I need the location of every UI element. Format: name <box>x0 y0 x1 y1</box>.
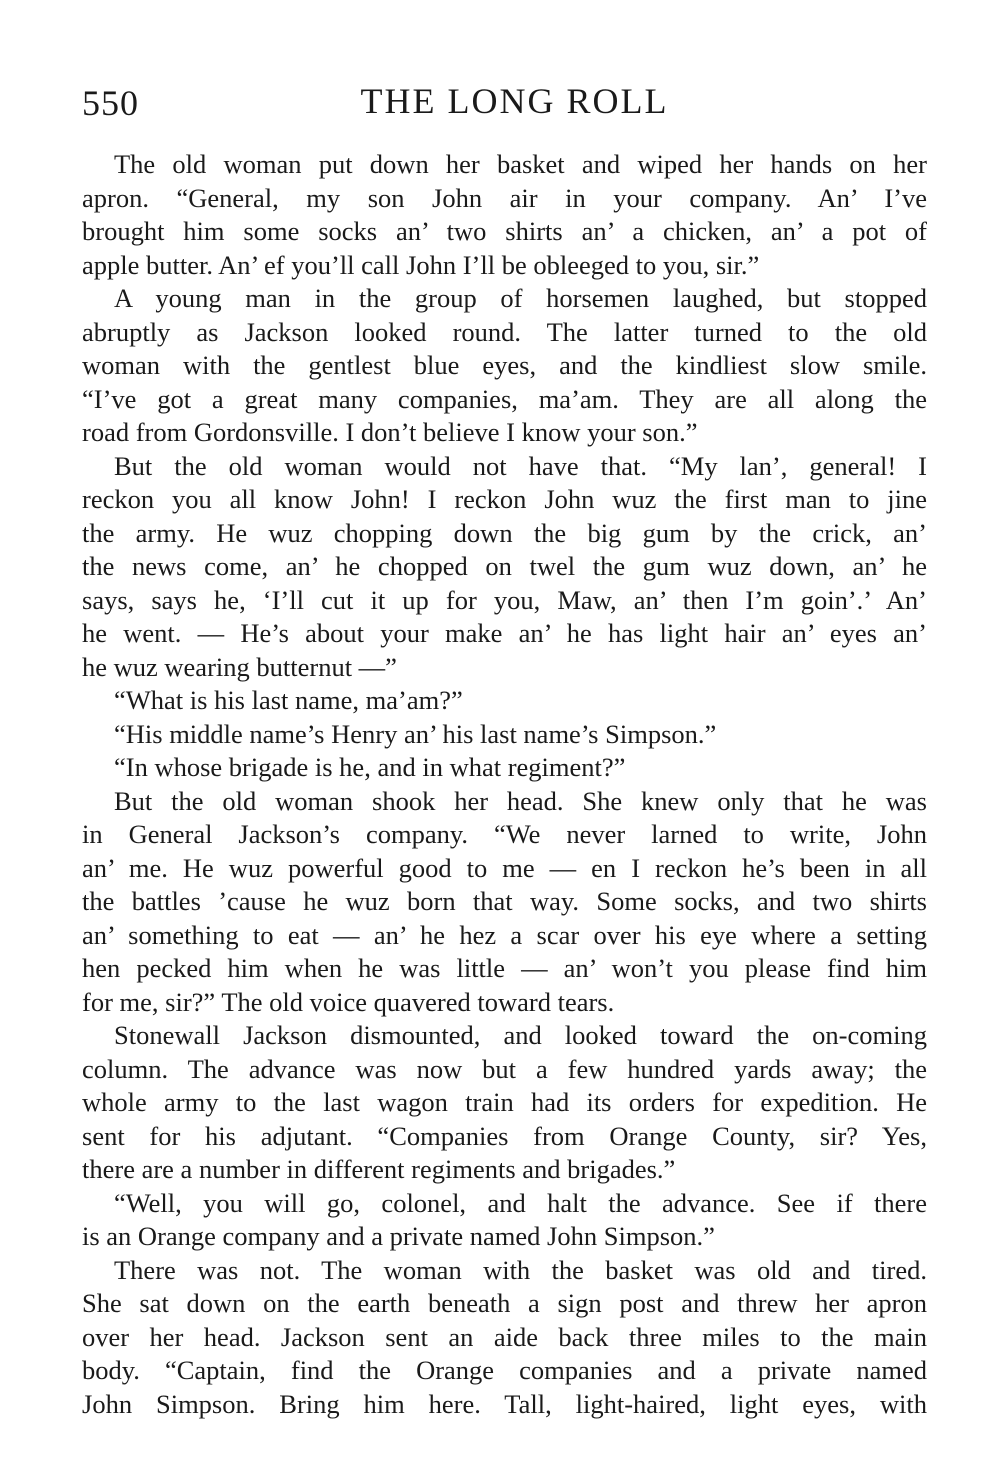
text-line: But the old woman would not have that. “My lan’, general! I <box>114 450 927 481</box>
text-line: There was not. The woman with the basket was old and tired. <box>114 1254 927 1285</box>
running-title: THE LONG ROLL <box>360 81 669 121</box>
body-text <box>82 148 927 1421</box>
text-line: an’ me. He wuz powerful good to me — en I reckon he’s been in all <box>82 852 927 883</box>
text-line: for me, sir?” The old voice quavered toward tears. <box>82 986 615 1017</box>
text-line: he went. — He’s about your make an’ he has light hair an’ eyes an’ <box>82 618 927 648</box>
text-line: brought him some socks an’ two shirts an’ a chicken, an’ a pot of <box>82 216 927 246</box>
text-line: an’ something to eat — an’ he hez a scar over his eye where a setting <box>82 919 927 950</box>
page-header <box>82 80 927 130</box>
text-line: the army. He wuz chopping down the big gum by the crick, an’ <box>82 517 927 548</box>
text-line: She sat down on the earth beneath a sign post and threw her apron <box>82 1288 927 1318</box>
text-line: the news come, an’ he chopped on twel the gum wuz down, an’ he <box>82 551 927 581</box>
text-line: A young man in the group of horsemen laughed, but stopped <box>114 283 927 313</box>
text-line: whole army to the last wagon train had its orders for expedition. He <box>82 1087 927 1117</box>
text-line: the battles ’cause he wuz born that way. Some socks, and two shirts <box>82 886 927 916</box>
text-line: says, says he, ‘I’ll cut it up for you, Maw, an’ then I’m goin’.’ An’ <box>82 584 927 615</box>
text-line: “His middle name’s Henry an’ his last name’s Simpson.” <box>114 718 717 749</box>
text-line: road from Gordonsville. I don’t believe I know your son.” <box>82 417 698 447</box>
text-line: is an Orange company and a private named John Simpson.” <box>82 1221 715 1251</box>
text-line: abruptly as Jackson looked round. The latter turned to the old <box>82 316 927 347</box>
text-line: sent for his adjutant. “Companies from Orange County, sir? Yes, <box>82 1120 927 1151</box>
text-line: “I’ve got a great many companies, ma’am. They are all along the <box>82 383 927 414</box>
text-line: “In whose brigade is he, and in what regiment?” <box>114 752 626 782</box>
page-number: 550 <box>82 83 139 123</box>
text-line: he wuz wearing butternut —” <box>82 651 397 682</box>
text-line: column. The advance was now but a few hundred yards away; the <box>82 1053 927 1084</box>
text-line: “What is his last name, ma’am?” <box>114 685 463 715</box>
text-line: woman with the gentlest blue eyes, and the kindliest slow smile. <box>82 350 927 380</box>
text-line: John Simpson. Bring him here. Tall, light-haired, light eyes, with <box>82 1388 927 1419</box>
text-line: apron. “General, my son John air in your company. An’ I’ve <box>82 182 927 213</box>
text-line: over her head. Jackson sent an aide back three miles to the main <box>82 1321 927 1352</box>
text-line: body. “Captain, find the Orange companies and a private named <box>82 1355 927 1385</box>
text-line: apple butter. An’ ef you’ll call John I’ll be obleeged to you, sir.” <box>82 249 760 280</box>
text-line: hen pecked him when he was little — an’ won’t you please find him <box>82 953 927 983</box>
text-line: Stonewall Jackson dismounted, and looked toward the on-coming <box>114 1020 927 1050</box>
text-line: But the old woman shook her head. She knew only that he was <box>114 785 927 816</box>
text-line: there are a number in different regiments and brigades.” <box>82 1154 676 1184</box>
text-line: The old woman put down her basket and wiped her hands on her <box>114 149 927 179</box>
text-line: reckon you all know John! I reckon John wuz the first man to jine <box>82 484 927 514</box>
text-line: in General Jackson’s company. “We never larned to write, John <box>82 819 927 849</box>
text-line: “Well, you will go, colonel, and halt the advance. See if there <box>114 1187 927 1218</box>
